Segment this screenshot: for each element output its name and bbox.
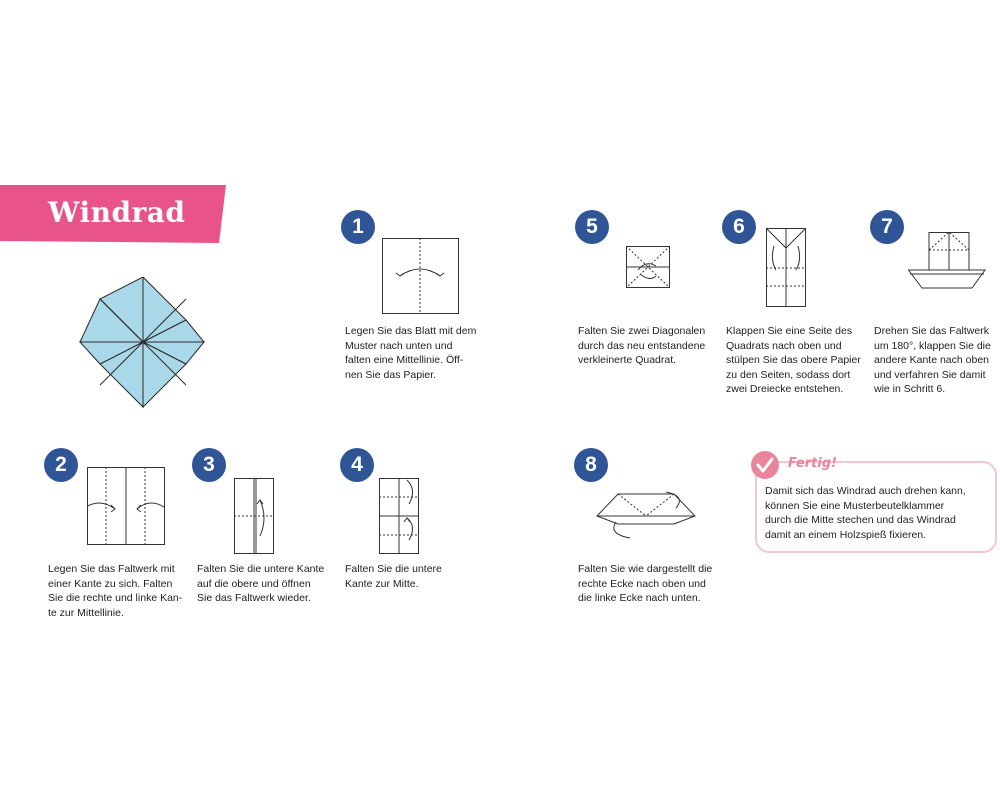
step-7-diagram bbox=[908, 232, 986, 290]
step-6-text: Klappen Sie eine Seite des Quadrats nach oben und stülpen Sie das obere Papier zu den Seiten, sodass dort zwei Dreiecke entstehen. bbox=[726, 325, 861, 395]
step-4-text: Falten Sie die untere Kante zur Mitte. bbox=[345, 563, 442, 590]
step-2-badge: 2 bbox=[44, 448, 78, 482]
fertig-label: Fertig! bbox=[788, 456, 838, 471]
step-4-badge: 4 bbox=[340, 448, 374, 482]
step-6-badge: 6 bbox=[722, 210, 756, 244]
step-2-text: Legen Sie das Faltwerk mit einer Kante zu sich. Falten Sie die rechte und linke Kan- te zur Mittellinie. bbox=[48, 563, 183, 619]
step-8-text: Falten Sie wie dargestellt die rechte Ecke nach oben und die linke Ecke nach unten. bbox=[578, 563, 713, 604]
fertig-text: Damit sich das Windrad auch drehen kann, können Sie eine Musterbeutelklammer durch die Mitte stechen und das Windrad damit an einem Holzspieß fixieren. bbox=[765, 485, 966, 541]
step-3-diagram bbox=[234, 478, 274, 554]
step-6-diagram bbox=[766, 228, 806, 307]
step-7-text: Drehen Sie das Faltwerk um 180°, klappen Sie die andere Kante nach oben und verfahren Sie damit wie in Schritt 6. bbox=[874, 325, 991, 395]
pinwheel-illustration bbox=[78, 277, 208, 409]
step-5-text: Falten Sie zwei Diagonalen durch das neu entstandene verkleinerte Quadrat. bbox=[578, 325, 706, 366]
page-title: Windrad bbox=[48, 196, 186, 229]
check-icon bbox=[750, 450, 780, 480]
step-3-text: Falten Sie die untere Kante auf die obere und öffnen Sie das Faltwerk wieder. bbox=[197, 563, 325, 604]
step-8-diagram bbox=[596, 490, 696, 542]
step-5-diagram bbox=[626, 246, 670, 288]
step-5-badge: 5 bbox=[575, 210, 609, 244]
step-1-text: Legen Sie das Blatt mit dem Muster nach unten und falten eine Mittellinie. Öff- nen Sie das Papier. bbox=[345, 325, 477, 381]
step-4-diagram bbox=[379, 478, 419, 554]
step-7-badge: 7 bbox=[870, 210, 904, 244]
step-3-badge: 3 bbox=[192, 448, 226, 482]
step-2-diagram bbox=[87, 467, 165, 545]
step-1-badge: 1 bbox=[341, 210, 375, 244]
step-8-badge: 8 bbox=[574, 448, 608, 482]
step-1-diagram bbox=[382, 238, 459, 314]
